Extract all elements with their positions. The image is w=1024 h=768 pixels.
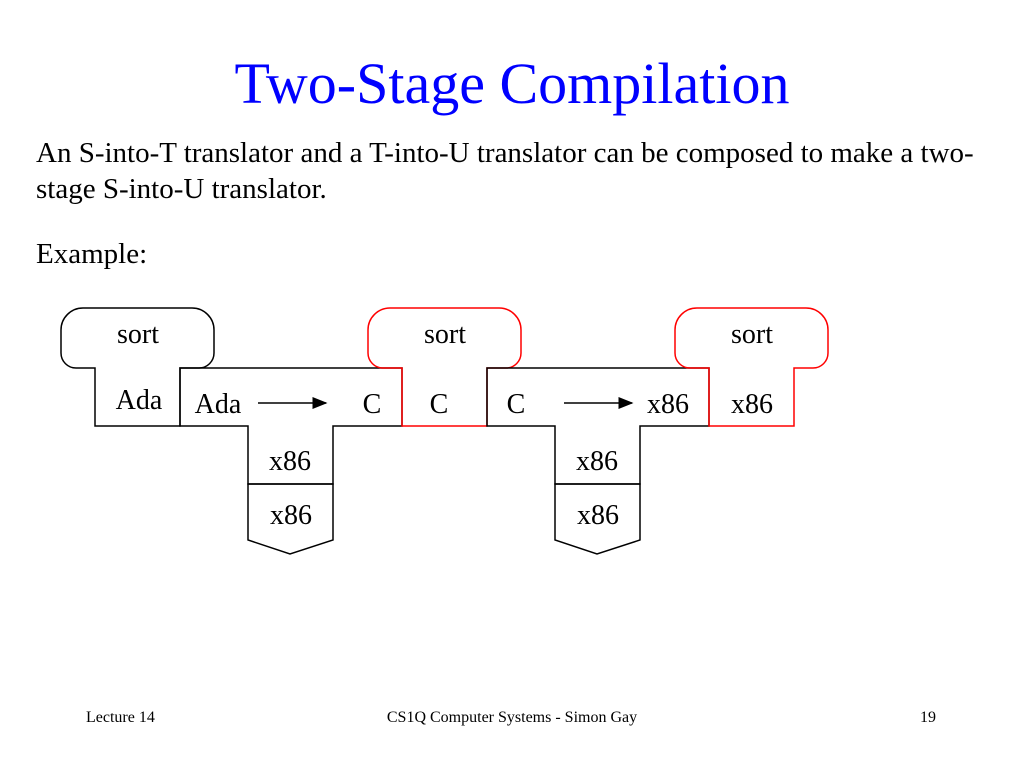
translator-source-language: C <box>506 389 526 420</box>
program-name: sort <box>117 319 159 350</box>
machine-label: x86 <box>577 500 619 531</box>
translator-implementation-language: x86 <box>269 446 311 477</box>
translator-source-language: Ada <box>194 389 242 420</box>
translator-implementation-language: x86 <box>576 446 618 477</box>
program-sort-x86 <box>675 308 828 426</box>
footer-page-number: 19 <box>920 709 936 726</box>
body-paragraph: An S-into-T translator and a T-into-U translator can be composed to make a two-stage S-into-U translator. <box>36 137 974 205</box>
program-language: Ada <box>115 385 163 416</box>
machine-x86-1 <box>248 484 333 554</box>
program-language: C <box>429 389 449 420</box>
footer-lecture: Lecture 14 <box>86 709 155 726</box>
machine-label: x86 <box>270 500 312 531</box>
translator-target-language: x86 <box>647 389 689 420</box>
machine-x86-2 <box>555 484 640 554</box>
program-sort-ada <box>61 308 214 426</box>
program-name: sort <box>731 319 773 350</box>
slide-title: Two-Stage Compilation <box>234 51 790 116</box>
translator-target-language: C <box>362 389 382 420</box>
program-name: sort <box>424 319 466 350</box>
translator-c-to-x86 <box>487 368 709 484</box>
program-language: x86 <box>731 389 773 420</box>
footer-course: CS1Q Computer Systems - Simon Gay <box>386 709 638 726</box>
program-sort-c <box>368 308 521 426</box>
example-label: Example: <box>36 238 148 270</box>
translator-ada-to-c <box>180 368 402 484</box>
